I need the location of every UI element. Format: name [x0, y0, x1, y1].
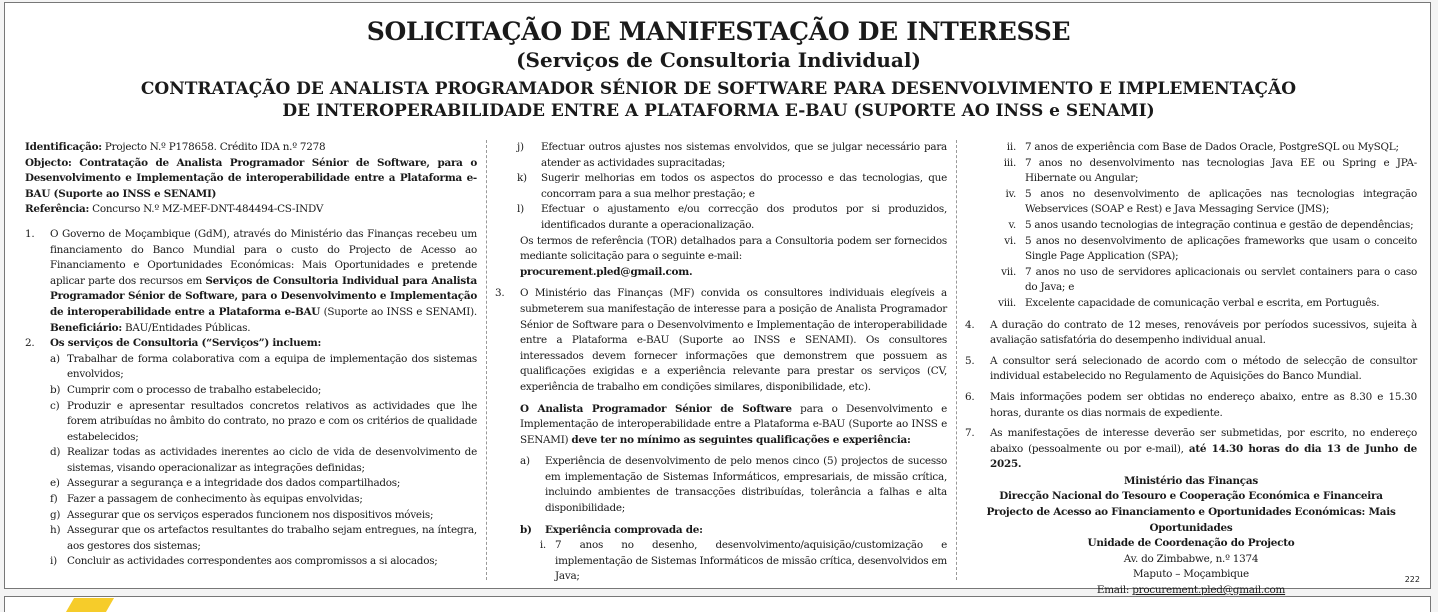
section-2-list	[25, 352, 477, 570]
roman-item: vii. 7 anos no uso de servidores aplicacionais ou servlet containers para o caso do Java; e	[1001, 265, 1417, 294]
column-2	[495, 140, 947, 585]
subject-line-2: DE INTEROPERABILIDADE ENTRE A PLATAFORMA E-BAU (SUPORTE AO INSS e SENAMI)	[282, 101, 1155, 121]
email-link[interactable]: procurement.pled@gmail.com	[1132, 584, 1286, 597]
signature-unit: Unidade de Coordenação do Projecto	[1087, 537, 1295, 550]
column-divider	[486, 140, 487, 580]
object: Objecto: Contratação de Analista Programador Sénior de Software, para o Desenvolvimento e Implementação de interoperabilidade entre a Plataforma e-BAU (Suporte ao INSS e SENAMI)	[25, 156, 477, 200]
section-1: 1. O Governo de Moçambique (GdM), através do Ministério das Finanças recebeu um financiamento do Banco Mundial para o custo do Projecto de Acesso ao Financiamento e Oportunidades Económicas: Mais Oportunidades e pretende aplicar parte dos recursos em Serviços de Consultoria Individual para Analista Programador Sénior de Software, para o Desenvolvimento e Implementação de interoperabilidade entre a Plataforma e-BAU (Suporte ao INSS e SENAMI). Beneficiário: BAU/Entidades Públicas.	[25, 227, 477, 334]
next-page-strip	[4, 596, 1431, 612]
notice-frame	[4, 2, 1431, 597]
qualifications-intro: O Analista Programador Sénior de Software para o Desenvolvimento e Implementação de interoperabilidade entre a Plataforma e-BAU (Suporte ao INSS e SENAMI) deve ter no mínimo as seguintes qualificações e experiência:	[520, 402, 947, 446]
column-1	[25, 140, 477, 570]
signature-ministry: Ministério das Finanças	[1124, 474, 1258, 487]
tor-paragraph: Os termos de referência (TOR) detalhados para a Consultoria podem ser fornecidos mediante solicitação para o seguinte e-mail: procurement.pled@gmail.com.	[520, 234, 947, 278]
service-item: g) Assegurar que os serviços esperados funcionem nos dispositivos móveis;	[50, 508, 434, 521]
roman-list-continued	[965, 140, 1417, 312]
page-number: 222	[1404, 575, 1420, 584]
address-line-2: Maputo – Moçambique	[1133, 568, 1249, 581]
service-item: b) Cumprir com o processo de trabalho estabelecido;	[50, 383, 322, 396]
roman-item: v. 5 anos usando tecnologias de integração continua e gestão de dependências;	[1008, 218, 1414, 231]
reference: Referência: Concurso N.º MZ-MEF-DNT-484494-CS-INDV	[25, 203, 324, 216]
address-line-1: Av. do Zimbabwe, n.º 1374	[1123, 552, 1259, 565]
qualification-item-b: b) Experiência comprovada de:	[520, 523, 703, 536]
roman-item: i. 7 anos no desenho, desenvolvimento/aquisição/customização e implementação de Sistemas Informáticos de missão crítica, desenvolvidos em Java;	[539, 539, 947, 583]
service-item: d) Realizar todas as actividades inerentes ao ciclo de vida de desenvolvimento de sistemas, visando operacionalizar as integrações definidas;	[50, 446, 477, 474]
identification: Identificação: Projecto N.º P178658. Crédito IDA n.º 7278	[25, 141, 326, 153]
signature-directorate: Direcção Nacional do Tesouro e Cooperação Económica e Financeira	[999, 490, 1383, 503]
section-2-heading: 2. Os serviços de Consultoria (“Serviços”) incluem:	[25, 337, 322, 350]
service-item: a) Trabalhar de forma colaborativa com a equipa de implementação dos sistemas envolvidos;	[50, 352, 477, 381]
section-7: 7. As manifestações de interesse deverão ser submetidas, por escrito, no endereço abaixo (pessoalmente ou por e-mail), até 14.30 horas do dia 13 de Junho de 2025.	[965, 427, 1418, 471]
signature-block	[965, 474, 1417, 599]
notice-subject	[5, 78, 1432, 122]
later-sections	[965, 318, 1417, 422]
contact-email: Email: procurement.pled@gmail.com	[1096, 584, 1286, 597]
roman-item: iv. 5 anos no desenvolvimento de aplicações nas tecnologias integração Webservices (SOAP e Rest) e Java Messaging Service (JMS);	[1005, 187, 1417, 216]
service-item: l) Efectuar o ajustamento e/ou correcção dos produtos por si produzidos, identificados durante a operacionalização.	[517, 203, 947, 231]
roman-item: iii. 7 anos no desenvolvimento nas tecnologias Java EE ou Spring e JPA-Hibernate ou Angular;	[1003, 156, 1417, 185]
numbered-section: 5. A consultor será selecionado de acordo com o método de selecção de consultor individual estabelecido no Regulamento de Aquisições do Banco Mundial.	[965, 354, 1417, 383]
service-item: j) Efectuar outros ajustes nos sistemas envolvidos, que se julgar necessário para atender as actividades supracitadas;	[517, 141, 947, 169]
roman-item: viii. Excelente capacidade de comunicação verbal e escrita, em Português.	[998, 296, 1380, 309]
column-divider	[956, 140, 957, 580]
subject-line-1: CONTRATAÇÃO DE ANALISTA PROGRAMADOR SÉNIOR DE SOFTWARE PARA DESENVOLVIMENTO E IMPLEMENTAÇÃO	[140, 79, 1297, 99]
numbered-section: 6. Mais informações podem ser obtidas no endereço abaixo, entre as 8.30 e 15.30 horas, durante os dias normais de expediente.	[965, 390, 1417, 419]
qualification-item-a: a) Experiência de desenvolvimento de pelo menos cinco (5) projectos de sucesso em implementação de Sistemas Informáticos, empresariais, de missão crítica, incluindo ambientes de transacções distribuídas, tolerância a falhas e alta disponibilidade;	[520, 455, 947, 515]
service-item: c) Produzir e apresentar resultados concretos relativos as actividades que lhe forem atribuídas no âmbito do contrato, no prazo e com os critérios de qualidade estabelecidos;	[50, 399, 477, 443]
numbered-section: 4. A duração do contrato de 12 meses, renováveis por períodos sucessivos, sujeita à avaliação satisfatória do desempenho individual anual.	[965, 318, 1417, 347]
service-item: h) Assegurar que os artefactos resultantes do trabalho sejam entregues, na íntegra, aos gestores dos sistemas;	[50, 524, 477, 552]
roman-item: ii. 7 anos de experiência com Base de Dados Oracle, PostgreSQL ou MySQL;	[1006, 141, 1399, 153]
signature-project: Projecto de Acesso ao Financiamento e Oportunidades Económicas: Mais Oportunidades	[986, 506, 1396, 534]
column-3	[965, 140, 1417, 599]
section-2-list-continued	[495, 140, 947, 234]
section-3: 3. O Ministério das Finanças (MF) convida os consultores individuais elegíveis a submeterem sua manifestação de interesse para a posição de Analista Programador Sénior de Software para o Desenvolvimento e Implementação de interoperabilidade entre a Plataforma e-BAU (Suporte ao INSS e SENAMI). Os consultores interessados devem fornecer informações que demonstrem que possuem as qualificações exigidas e a experiência relevante para prestar os serviços (CV, experiência de trabalho em condições similares, disponibilidade, etc).	[495, 287, 947, 393]
tor-email: procurement.pled@gmail.com.	[520, 265, 693, 278]
yellow-tab-decoration	[66, 598, 114, 612]
service-item: k) Sugerir melhorias em todos os aspectos do processo e das tecnologias, que concorram para a sua melhor prestação; e	[517, 172, 947, 200]
service-item: i) Concluir as actividades correspondentes aos compromissos a si alocados;	[50, 555, 438, 568]
service-item: e) Assegurar a segurança e a integridade dos dados compartilhados;	[50, 477, 401, 490]
notice-subtitle: (Serviços de Consultoria Individual)	[516, 48, 921, 72]
service-item: f) Fazer a passagem de conhecimento às equipas envolvidas;	[50, 493, 363, 506]
notice-title: SOLICITAÇÃO DE MANIFESTAÇÃO DE INTERESSE	[366, 17, 1071, 46]
roman-item: vi. 5 anos no desenvolvimento de aplicações frameworks que usam o conceito Single Page Application (SPA);	[1004, 234, 1417, 263]
